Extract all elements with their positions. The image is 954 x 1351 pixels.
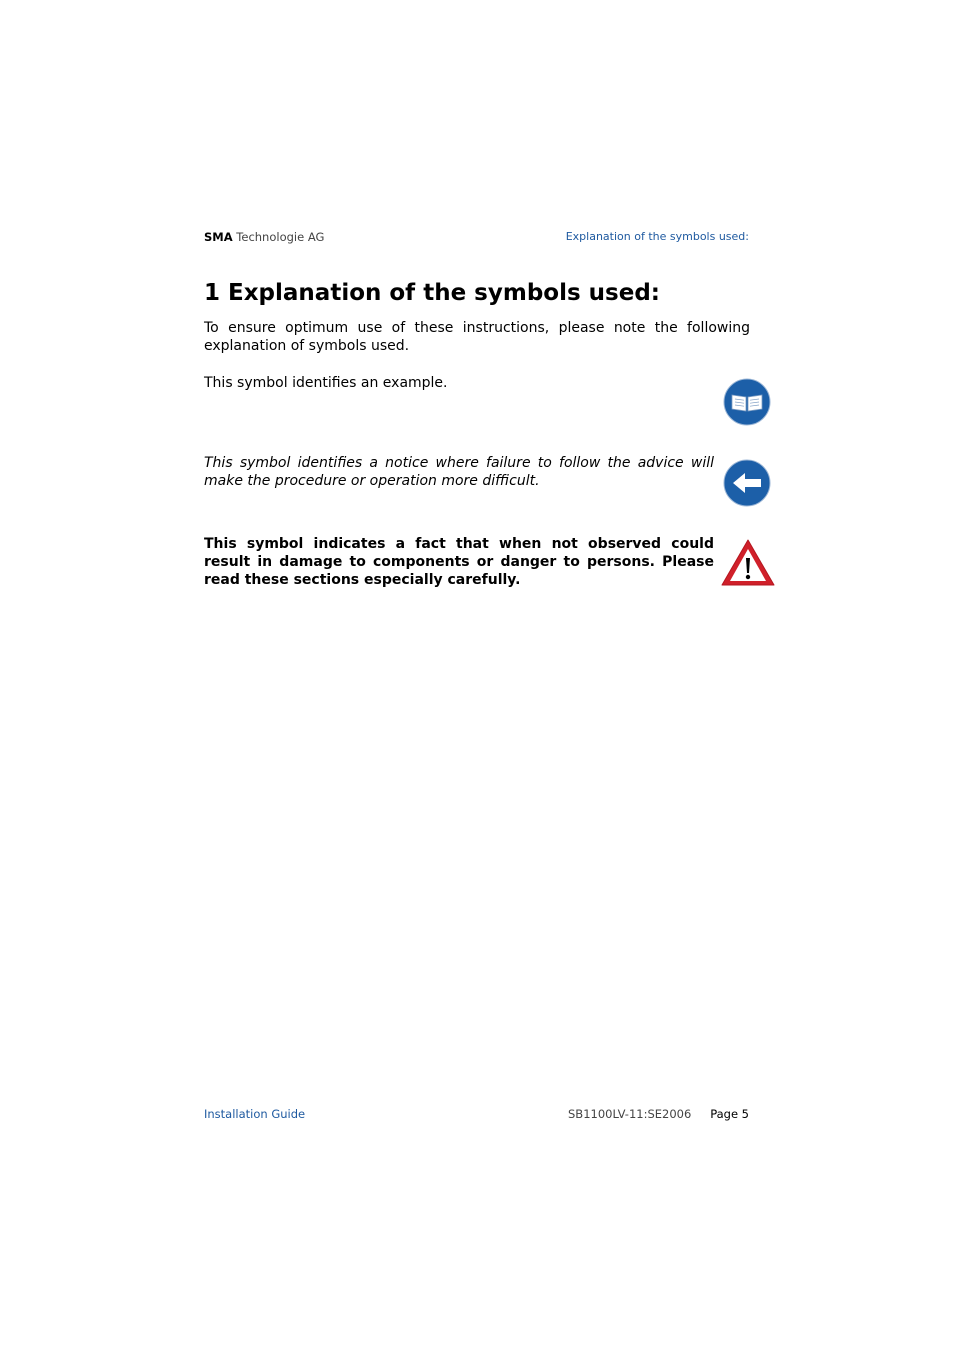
footer-doc-code: SB1100LV-11:SE2006 [568,1107,692,1121]
footer-doc-name: Installation Guide [204,1107,306,1121]
arrow-left-icon [723,459,771,507]
company-name: Technologie AG [236,230,325,244]
intro-paragraph: To ensure optimum use of these instructions, please note the following explanation of symbols used. [204,320,750,354]
warning-paragraph: This symbol indicates a fact that when not observed could result in damage to components or danger to persons. Please read these sections especially carefully. [204,536,714,588]
example-paragraph: This symbol identifies an example. [204,375,448,391]
warning-triangle-icon [720,538,776,588]
page-title: 1 Explanation of the symbols used: [204,280,660,306]
notice-paragraph: This symbol identifies a notice where failure to follow the advice will make the procedure or operation more difficult. [204,455,714,489]
page-number: Page 5 [710,1107,749,1121]
header-section: Explanation of the symbols used: [565,230,749,243]
header-company [204,230,324,244]
brand-name: SMA [204,230,233,244]
book-icon [723,378,771,426]
